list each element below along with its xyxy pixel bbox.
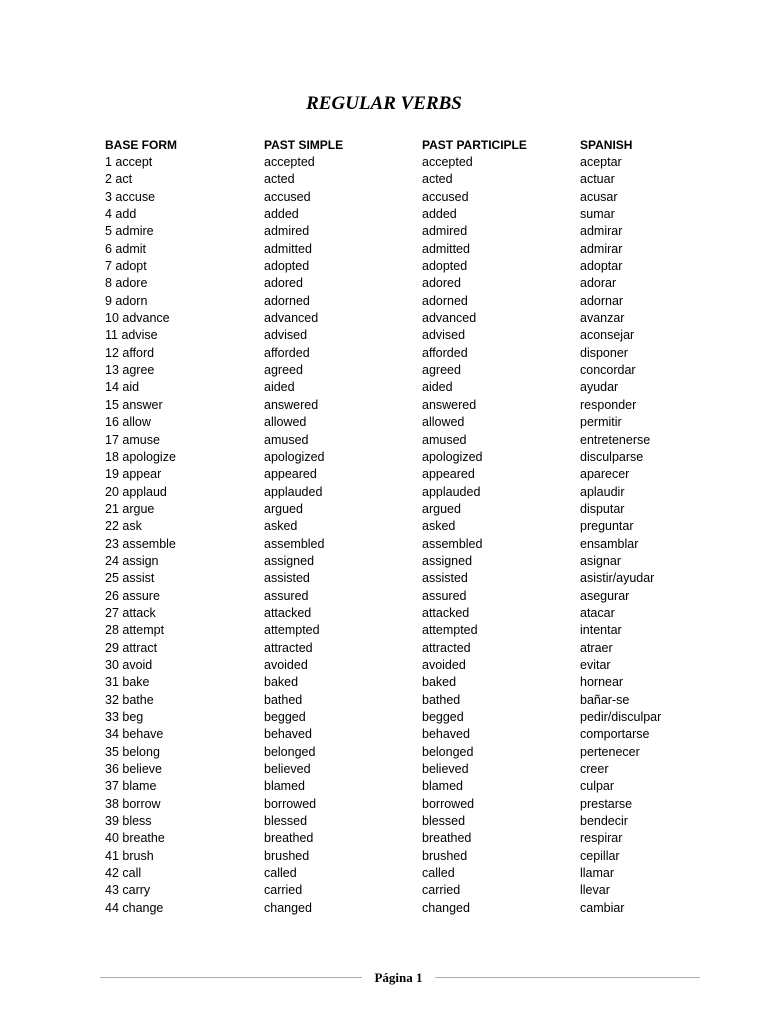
past-simple-cell: adopted [264,259,310,274]
past-participle-cell: breathed [422,831,472,846]
past-participle-cell: begged [422,710,464,724]
base-form-cell: 41 brush [105,848,154,863]
past-participle-cell: assured [422,588,467,603]
spanish-cell: asignar [580,553,621,568]
table-row [105,501,690,518]
table-row [105,640,690,657]
past-participle-cell: amused [422,432,467,447]
table-row [105,622,690,639]
table-row [105,484,690,501]
spanish-cell: aceptar [580,155,622,169]
base-form-cell: 10 advance [105,311,170,326]
base-form-cell: 8 adore [105,276,148,291]
spanish-cell: concordar [580,363,636,378]
footer-rule-left [100,977,362,978]
base-form-cell: 2 act [105,172,133,187]
spanish-cell: bendecir [580,814,628,829]
base-form-cell: 15 answer [105,397,163,412]
base-form-cell: 27 attack [105,605,156,620]
base-form-cell: 38 borrow [105,796,161,811]
table-row [105,744,690,761]
spanish-cell: cepillar [580,848,620,863]
page-footer [100,968,700,988]
spanish-cell: adorar [580,276,617,291]
past-participle-cell: apologized [422,449,483,464]
spanish-cell: acusar [580,189,618,204]
past-participle-cell: allowed [422,415,465,430]
spanish-cell: admirar [580,241,623,256]
base-form-cell: 29 attract [105,640,158,655]
spanish-cell: pertenecer [580,744,640,759]
spanish-cell: aparecer [580,467,630,482]
spanish-cell: asegurar [580,588,630,603]
table-row [105,189,690,206]
past-participle-cell: argued [422,501,461,516]
base-form-cell: 33 beg [105,710,144,724]
table-row [105,830,690,847]
past-participle-cell: assisted [422,571,468,586]
table-row [105,761,690,778]
past-simple-cell: belonged [264,744,316,759]
table-row [105,397,690,414]
past-simple-cell: advised [264,328,308,343]
table-row [105,449,690,466]
table-row [105,848,690,865]
spanish-cell: disputar [580,501,625,516]
past-participle-cell: admitted [422,241,470,256]
past-simple-cell: carried [264,883,303,898]
table-row [105,570,690,587]
base-form-cell: 39 bless [105,814,152,829]
past-participle-cell: baked [422,675,457,690]
table-row [105,241,690,258]
table-row [105,293,690,310]
past-simple-cell: begged [264,710,306,724]
past-simple-cell: accused [264,189,311,204]
table-row [105,206,690,223]
table-row [105,275,690,292]
base-form-cell: 20 applaud [105,484,167,499]
spanish-cell: hornear [580,675,624,690]
past-simple-cell: added [264,207,299,222]
base-form-cell: 1 accept [105,155,153,169]
past-participle-cell: appeared [422,467,475,482]
past-simple-cell: baked [264,675,299,690]
past-participle-cell: avoided [422,657,466,672]
table-row [105,692,690,709]
base-form-cell: 3 accuse [105,189,156,204]
spanish-cell: entretenerse [580,432,651,447]
past-simple-cell: brushed [264,848,310,863]
spanish-cell: disponer [580,345,628,360]
base-form-cell: 11 advise [105,328,158,343]
past-simple-cell: admitted [264,241,312,256]
past-simple-cell: allowed [264,415,307,430]
spanish-cell: cambiar [580,900,625,915]
past-participle-cell: asked [422,519,456,534]
past-simple-cell: aided [264,380,295,395]
base-form-cell: 32 bathe [105,692,154,707]
past-participle-cell: agreed [422,363,461,378]
spanish-cell: llevar [580,883,610,898]
past-simple-cell: answered [264,397,319,412]
past-simple-cell: admired [264,224,310,239]
verb-table-body [105,154,690,917]
past-participle-cell: accepted [422,155,473,169]
past-simple-cell: amused [264,432,309,447]
past-participle-cell: applauded [422,484,481,499]
past-participle-cell: attracted [422,640,471,655]
past-simple-cell: assigned [264,553,315,568]
table-row [105,536,690,553]
past-simple-cell: behaved [264,727,312,742]
spanish-cell: ensamblar [580,536,639,551]
table-row [105,813,690,830]
table-row [105,379,690,396]
past-participle-cell: behaved [422,727,470,742]
past-participle-cell: bathed [422,692,461,707]
table-row [105,414,690,431]
past-simple-cell: attempted [264,623,320,638]
table-row [105,327,690,344]
past-participle-cell: borrowed [422,796,475,811]
table-row [105,605,690,622]
past-participle-cell: adorned [422,293,468,308]
table-row [105,466,690,483]
past-simple-cell: assembled [264,536,325,551]
past-simple-cell: applauded [264,484,323,499]
spanish-cell: prestarse [580,796,633,811]
table-row [105,154,690,171]
past-simple-cell: assured [264,588,309,603]
spanish-cell: adoptar [580,259,623,274]
base-form-cell: 12 afford [105,345,155,360]
past-participle-cell: attempted [422,623,478,638]
spanish-cell: actuar [580,172,615,187]
base-form-cell: 35 belong [105,744,160,759]
table-row [105,345,690,362]
base-form-cell: 34 behave [105,727,164,742]
header-past-participle: PAST PARTICIPLE [422,138,527,152]
base-form-cell: 17 amuse [105,432,160,447]
base-form-cell: 13 agree [105,363,155,378]
spanish-cell: culpar [580,779,615,794]
past-simple-cell: bathed [264,692,303,707]
past-participle-cell: adored [422,276,461,291]
past-simple-cell: accepted [264,155,315,169]
spanish-cell: aplaudir [580,484,625,499]
table-row [105,258,690,275]
table-row [105,432,690,449]
spanish-cell: respirar [580,831,623,846]
spanish-cell: responder [580,397,637,412]
spanish-cell: aconsejar [580,328,635,343]
table-row [105,882,690,899]
past-simple-cell: blamed [264,779,305,794]
table-row [105,726,690,743]
spanish-cell: preguntar [580,519,634,534]
past-simple-cell: acted [264,172,295,187]
past-participle-cell: carried [422,883,461,898]
past-simple-cell: breathed [264,831,314,846]
spanish-cell: asistir/ayudar [580,571,655,586]
past-simple-cell: borrowed [264,796,317,811]
base-form-cell: 30 avoid [105,657,153,672]
table-row [105,518,690,535]
verb-table [105,136,690,917]
table-row [105,796,690,813]
spanish-cell: bañar-se [580,692,630,707]
table-row [105,553,690,570]
base-form-cell: 42 call [105,866,142,881]
page-number: Página 1 [374,970,423,985]
past-participle-cell: advised [422,328,466,343]
base-form-cell: 9 adorn [105,293,148,308]
spanish-cell: avanzar [580,311,625,326]
spanish-cell: evitar [580,657,611,672]
base-form-cell: 25 assist [105,571,155,586]
spanish-cell: pedir/disculpar [580,710,662,724]
table-header-row [105,136,690,154]
past-participle-cell: blamed [422,779,463,794]
base-form-cell: 7 adopt [105,259,147,274]
spanish-cell: intentar [580,623,622,638]
spanish-cell: admirar [580,224,623,239]
past-simple-cell: argued [264,501,303,516]
base-form-cell: 16 allow [105,415,151,430]
past-participle-cell: added [422,207,457,222]
past-simple-cell: adorned [264,293,310,308]
past-participle-cell: adopted [422,259,468,274]
table-row [105,865,690,882]
past-participle-cell: assembled [422,536,483,551]
spanish-cell: llamar [580,866,615,881]
table-row [105,362,690,379]
base-form-cell: 6 admit [105,241,146,256]
table-row [105,709,690,726]
spanish-cell: adornar [580,293,624,308]
base-form-cell: 5 admire [105,224,154,239]
past-simple-cell: attacked [264,605,312,620]
past-simple-cell: advanced [264,311,319,326]
header-past-simple: PAST SIMPLE [264,138,344,152]
past-simple-cell: assisted [264,571,310,586]
base-form-cell: 44 change [105,900,164,915]
past-participle-cell: answered [422,397,477,412]
past-simple-cell: changed [264,900,312,915]
header-spanish: SPANISH [580,138,633,152]
base-form-cell: 23 assemble [105,536,176,551]
table-row [105,657,690,674]
past-simple-cell: apologized [264,449,325,464]
base-form-cell: 31 bake [105,675,150,690]
spanish-cell: sumar [580,207,615,222]
past-simple-cell: attracted [264,640,313,655]
past-participle-cell: believed [422,762,469,777]
base-form-cell: 28 attempt [105,623,165,638]
spanish-cell: atacar [580,605,615,620]
past-participle-cell: attacked [422,605,470,620]
base-form-cell: 26 assure [105,588,160,603]
past-participle-cell: called [422,866,455,881]
spanish-cell: disculparse [580,449,644,464]
past-simple-cell: afforded [264,345,310,360]
past-simple-cell: avoided [264,657,308,672]
past-participle-cell: acted [422,172,453,187]
header-base-form: BASE FORM [105,138,177,152]
past-simple-cell: called [264,866,297,881]
past-participle-cell: admired [422,224,468,239]
base-form-cell: 4 add [105,207,137,222]
footer-rule-right [435,977,700,978]
past-simple-cell: asked [264,519,298,534]
past-simple-cell: appeared [264,467,317,482]
past-simple-cell: adored [264,276,303,291]
table-row [105,223,690,240]
past-simple-cell: blessed [264,814,308,829]
base-form-cell: 19 appear [105,467,162,482]
spanish-cell: permitir [580,415,622,430]
base-form-cell: 21 argue [105,501,155,516]
past-participle-cell: changed [422,900,470,915]
spanish-cell: atraer [580,640,613,655]
past-participle-cell: aided [422,380,453,395]
past-participle-cell: brushed [422,848,468,863]
spanish-cell: creer [580,762,609,777]
table-row [105,778,690,795]
past-participle-cell: afforded [422,345,468,360]
past-participle-cell: advanced [422,311,477,326]
page-title: REGULAR VERBS [306,93,462,114]
table-row [105,674,690,691]
base-form-cell: 43 carry [105,883,151,898]
base-form-cell: 40 breathe [105,831,165,846]
spanish-cell: comportarse [580,727,650,742]
spanish-cell: ayudar [580,380,619,395]
past-participle-cell: accused [422,189,469,204]
base-form-cell: 18 apologize [105,449,176,464]
past-participle-cell: assigned [422,553,473,568]
table-row [105,588,690,605]
table-row [105,900,690,917]
base-form-cell: 36 believe [105,762,162,777]
table-row [105,171,690,188]
base-form-cell: 22 ask [105,519,142,534]
past-participle-cell: belonged [422,744,474,759]
table-row [105,310,690,327]
base-form-cell: 37 blame [105,779,157,794]
past-simple-cell: believed [264,762,311,777]
past-simple-cell: agreed [264,363,303,378]
base-form-cell: 14 aid [105,380,140,395]
base-form-cell: 24 assign [105,553,159,568]
past-participle-cell: blessed [422,814,466,829]
